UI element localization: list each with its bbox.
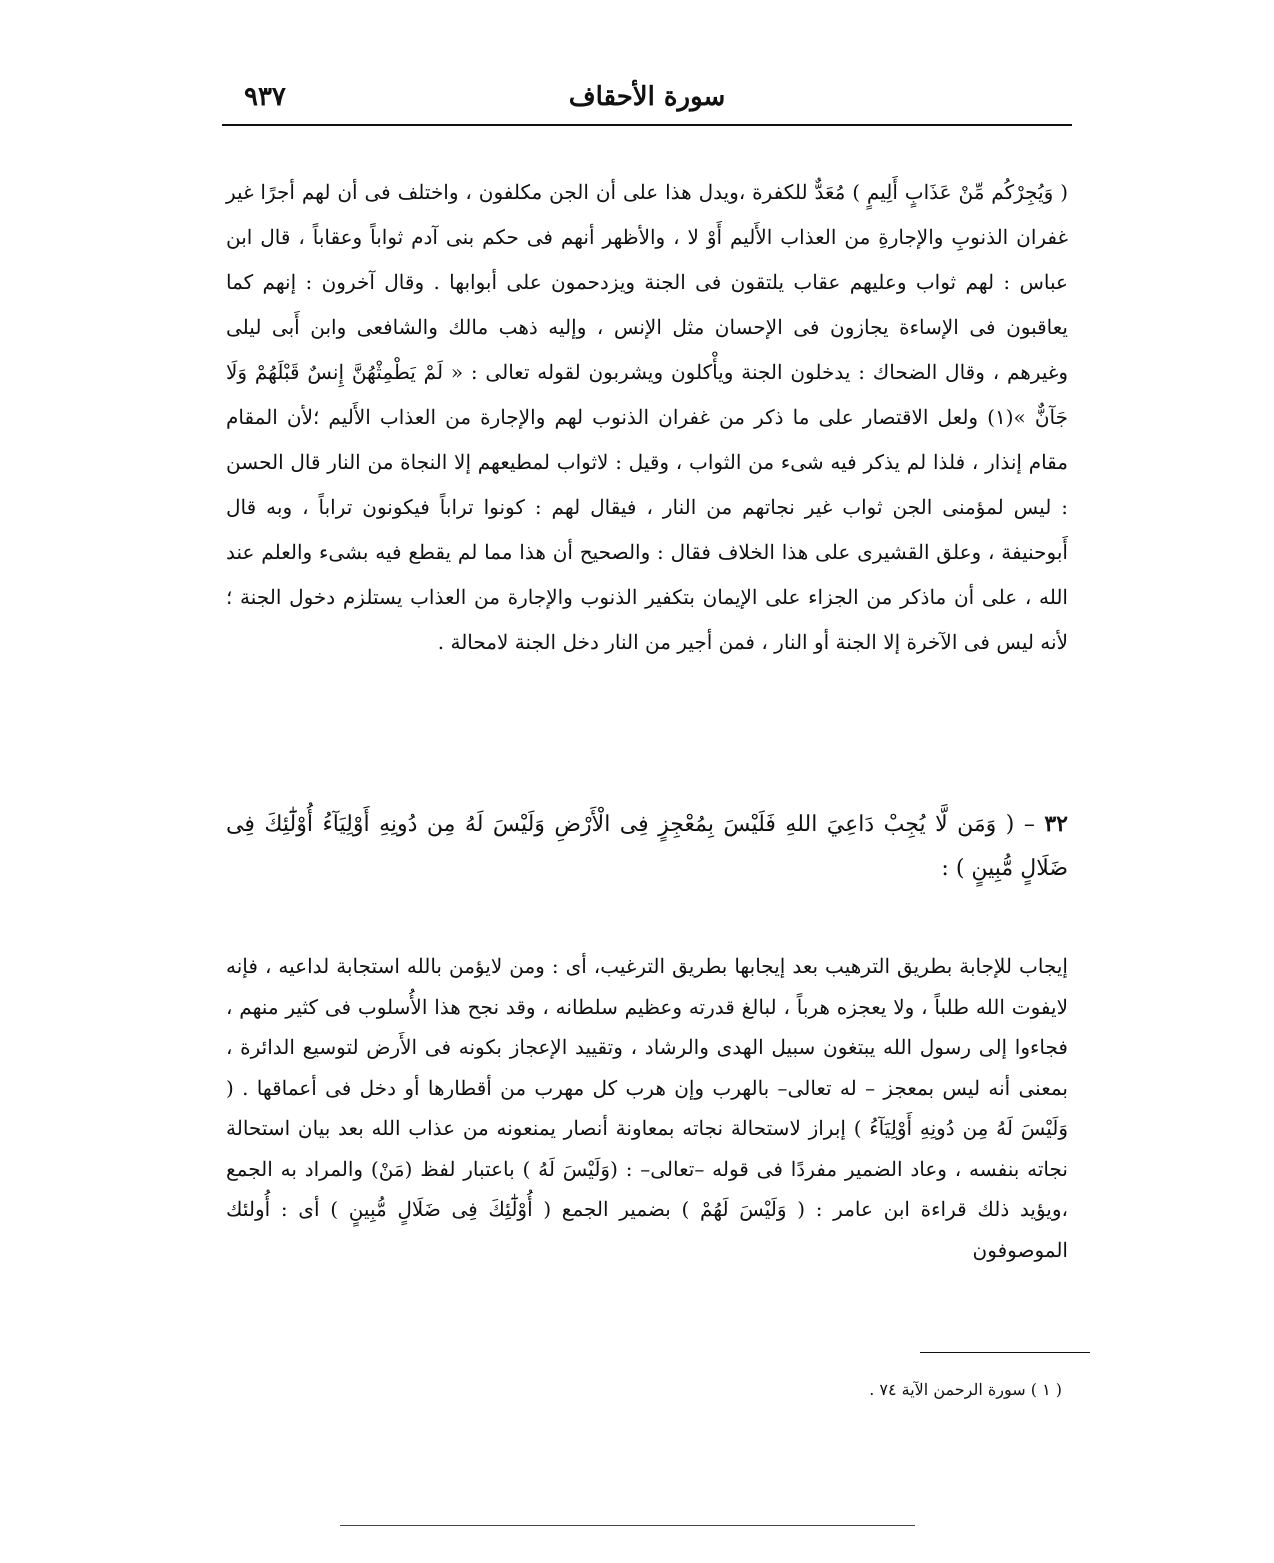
commentary-paragraph-2: إيجاب للإجابة بطريق الترهيب بعد إيجابها بطريق الترغيب، أى : ومن لايؤمن بالله استجابة لداعيه ، فإنه لايفوت الله طلباً ، ولا يعجزه هرباً ، لبالغ قدرته وعظيم سلطانه ، وقد نجح هذا الأُسلوب فى كثير منهم ، فجاءوا إلى رسول الله يبتغون سبيل الهدى والرشاد ، وتقييد الإعجاز بكونه فى الأَرض لتوسيع الدائرة ، بمعنى أنه ليس بمعجز – له تعالى– بالهرب وإن هرب كل مهرب من أقطارها أو دخل فى أعماقها . ( وَلَيْسَ لَهُ مِن دُونِهِ أَوْلِيَآءُ ) إبراز لاستحالة نجاته بمعاونة أنصار يمنعونه من عذاب الله بعد بيان استحالة نجاته بنفسه ، وعاد الضمير مفردًا فى قوله –تعالى– : (وَلَيْسَ لَهُ ) باعتبار لفظ (مَنْ) والمراد به الجمع ،ويؤيد ذلك قراءة ابن عامر : ( وَلَيْسَ لَهُمْ ) بضمير الجمع ( أُوْلَٰٓئِكَ فِى ضَلَالٍ مُّبِينٍ ) أى : أُولئك الموصوفون	[226, 954, 1068, 1262]
page-title: سورة الأحقاف	[568, 82, 726, 112]
running-head	[222, 78, 1072, 122]
footnote-rule	[920, 1352, 1090, 1353]
commentary-paragraph-1: ( وَيُجِرْكُم مِّنْ عَذَابٍ أَلِيمٍ ) مُعَدٌّ للكفرة ،ويدل هذا على أن الجن مكلفون ، واختلف فى أن لهم أجرًا غير غفران الذنوبِ والإجارةِ من العذاب الأَليم أَوْ لا ، والأظهر أنهم فى حكم بنى آدم ثواباً وعقاباً ، قال ابن عباس : لهم ثواب وعليهم عقاب يلتقون فى الجنة ويزدحمون على أبوابها . وقال آخرون : إنهم كما يعاقبون فى الإساءة يجازون فى الإحسان مثل الإنس ، وإليه ذهب مالك والشافعى وابن أَبى ليلى وغيرهم ، وقال الضحاك : يدخلون الجنة ويأْكلون ويشربون لقوله تعالى : « لَمْ يَطْمِثْهُنَّ إِنسٌ قَبْلَهُمْ وَلَا جَآنٌّ »(١) ولعل الاقتصار على ما ذكر من غفران الذنوب لهم والإجارة من العذاب الأَليم ؛لأن المقام مقام إنذار ، فلذا لم يذكر فيه شىء من الثواب ، وقيل : لاثواب لمطيعهم إلا النجاة من النار قال الحسن : ليس لمؤمنى الجن ثواب غير نجاتهم من النار ، فيقال لهم : كونوا تراباً فيكونون تراباً ، وبه قال أَبوحنيفة ، وعلق القشيرى على هذا الخلاف فقال : والصحيح أن هذا مما لم يقطع فيه بشىء والعلم عند الله ، على أن ماذكر من الجزاء على الإيمان بتكفير الذنوب والإجارة من العذاب يستلزم دخول الجنة ؛ لأنه ليس فى الآخرة إلا الجنة أو النار ، فمن أجير من النار دخل الجنة لامحالة .	[226, 180, 1068, 654]
verse-block	[226, 802, 1068, 891]
verse-separator: –	[1023, 812, 1035, 837]
footnote: ( ١ ) سورة الرحمن الآية ٧٤ .	[869, 1380, 1062, 1399]
verse-text: ( وَمَن لَّا يُجِبْ دَاعِيَ اللهِ فَلَيْسَ بِمُعْجِزٍ فِى الْأَرْضِ وَلَيْسَ لَهُ مِن دُونِهِ أَوْلِيَآءُ أُوْلَٰٓئِكَ فِى ضَلَالٍ مُّبِينٍ ) :	[226, 812, 1068, 881]
verse-number: ٣٢	[1044, 811, 1068, 837]
page-number: ٩٣٧	[244, 82, 286, 112]
bottom-rule	[340, 1525, 915, 1526]
header-rule	[222, 124, 1072, 126]
